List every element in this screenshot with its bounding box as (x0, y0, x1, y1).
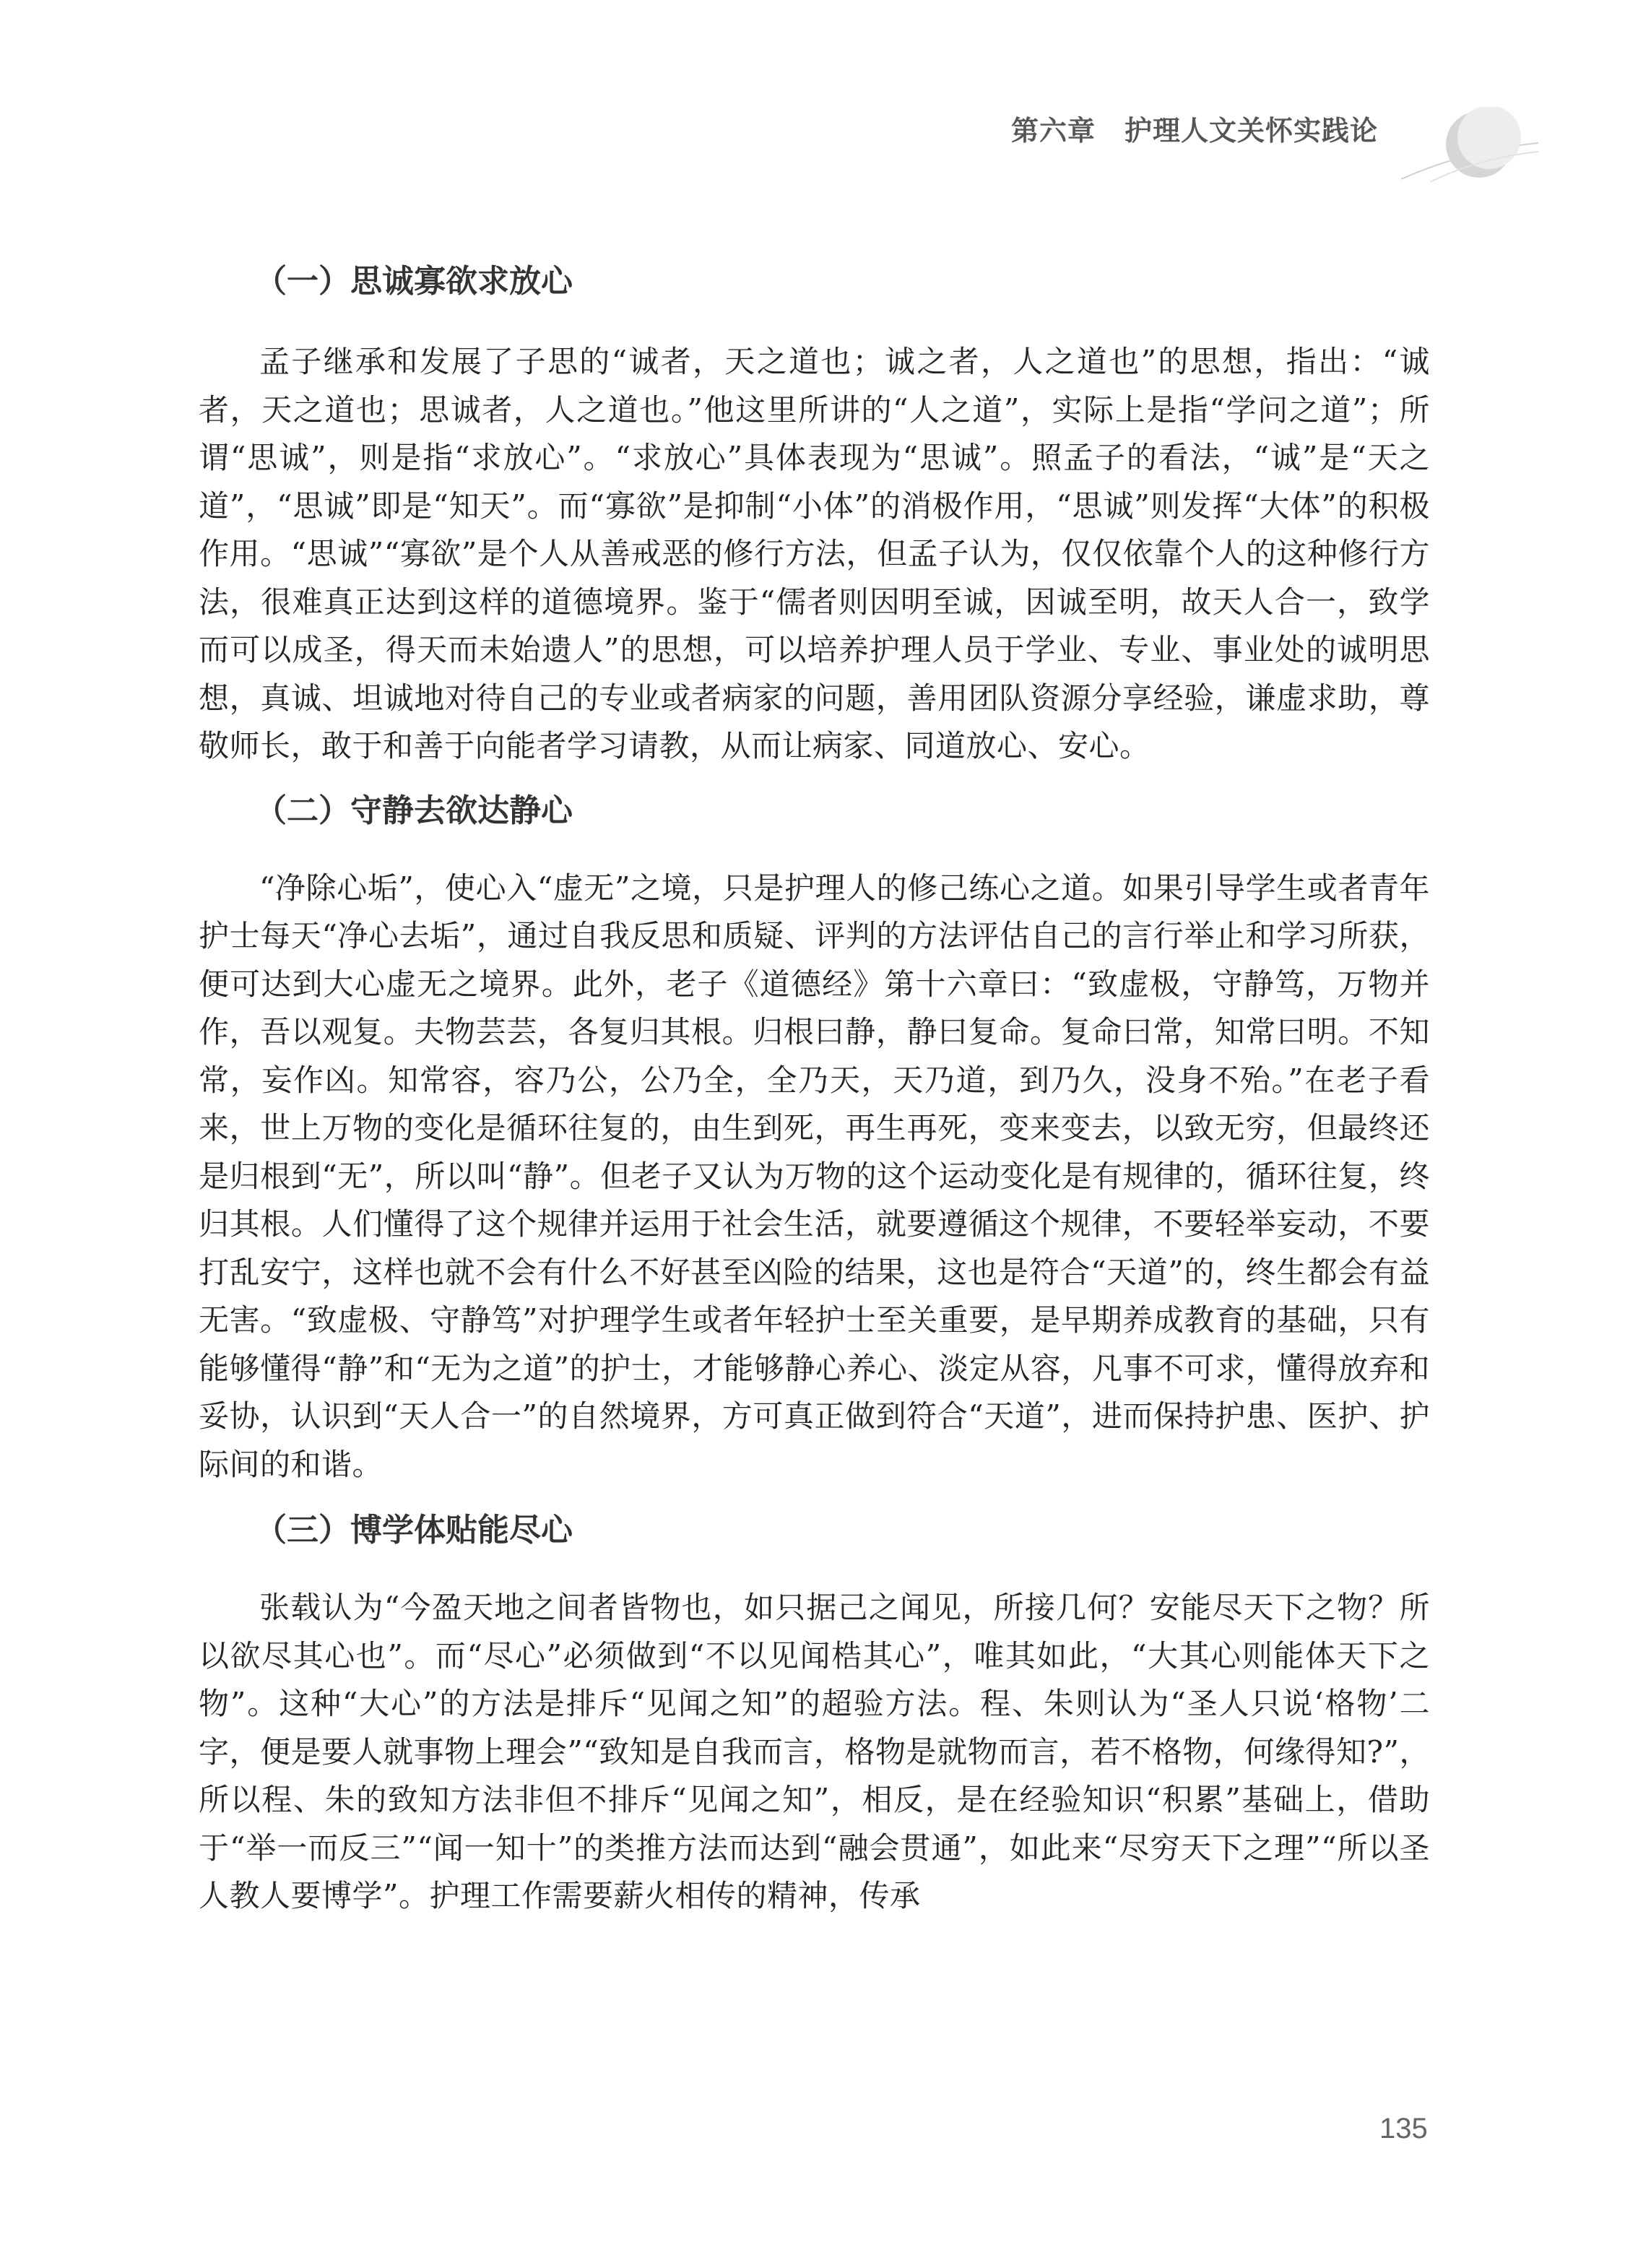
section-paragraph-3: 张载认为“今盈天地之间者皆物也，如只据己之闻见，所接几何？安能尽天下之物？所以欲尽其心也”。而“尽心”必须做到“不以见闻梏其心”，唯其如此，“大其心则能体天下之物”。这种“大心”的方法是排斥“见闻之知”的超验方法。程、朱则认为“圣人只说‘格物’二字，便是要人就事物上理会”“致知是自我而言，格物是就物而言，若不格物，何缘得知?”，所以程、朱的致知方法非但不排斥“见闻之知”，相反，是在经验知识“积累”基础上，借助于“举一而反三”“闻一知十”的类推方法而达到“融会贯通”，如此来“尽穷天下之理”“所以圣人教人要博学”。护理工作需要薪火相传的精神，传承 (199, 1590, 1430, 1913)
section-paragraph-2: “净除心垢”，使心入“虚无”之境，只是护理人的修己练心之道。如果引导学生或者青年护士每天“净心去垢”，通过自我反思和质疑、评判的方法评估自己的言行举止和学习所获，便可达到大心虚无之境界。此外，老子《道德经》第十六章曰：“致虚极，守静笃，万物并作，吾以观复。夫物芸芸，各复归其根。归根曰静，静曰复命。复命曰常，知常曰明。不知常，妄作凶。知常容，容乃公，公乃全，全乃天，天乃道，到乃久，没身不殆。”在老子看来，世上万物的变化是循环往复的，由生到死，再生再死，变来变去，以致无穷，但最终还是归根到“无”，所以叫“静”。但老子又认为万物的这个运动变化是有规律的，循环往复，终归其根。人们懂得了这个规律并运用于社会生活，就要遵循这个规律，不要轻举妄动，不要打乱安宁，这样也就不会有什么不好甚至凶险的结果，这也是符合“天道”的，终生都会有益无害。“致虚极、守静笃”对护理学生或者年轻护士至关重要，是早期养成教育的基础，只有能够懂得“静”和“无为之道”的护士，才能够静心养心、淡定从容，凡事不可求，懂得放弃和妥协，认识到“天人合一”的自然境界，方可真正做到符合“天道”，进而保持护患、医护、护际间的和谐。 (199, 870, 1430, 1482)
page-number: 135 (1379, 2113, 1428, 2144)
chapter-title: 护理人文关怀实践论 (1124, 114, 1379, 147)
section-heading-1: （一）思诚寡欲求放心 (255, 263, 573, 300)
moon-ornament-icon (1401, 107, 1538, 186)
running-header (1011, 108, 1444, 152)
page-body (199, 260, 1430, 1921)
section-heading-3: （三）博学体贴能尽心 (255, 1512, 573, 1549)
section-heading-2: （二）守静去欲达静心 (255, 792, 573, 829)
section-paragraph-1: 孟子继承和发展了子思的“诚者，天之道也；诚之者，人之道也”的思想，指出：“诚者，天之道也；思诚者，人之道也。”他这里所讲的“人之道”，实际上是指“学问之道”；所谓“思诚”，则是指“求放心”。“求放心”具体表现为“思诚”。照孟子的看法，“诚”是“天之道”，“思诚”即是“知天”。而“寡欲”是抑制“小体”的消极作用，“思诚”则发挥“大体”的积极作用。“思诚”“寡欲”是个人从善戒恶的修行方法，但孟子认为，仅仅依靠个人的这种修行方法，很难真正达到这样的道德境界。鉴于“儒者则因明至诚，因诚至明，故天人合一，致学而可以成圣，得天而未始遗人”的思想，可以培养护理人员于学业、专业、事业处的诚明思想，真诚、坦诚地对待自己的专业或者病家的问题，善用团队资源分享经验，谦虚求助，尊敬师长，敢于和善于向能者学习请教，从而让病家、同道放心、安心。 (199, 344, 1430, 763)
chapter-number: 第六章 (1011, 114, 1096, 147)
